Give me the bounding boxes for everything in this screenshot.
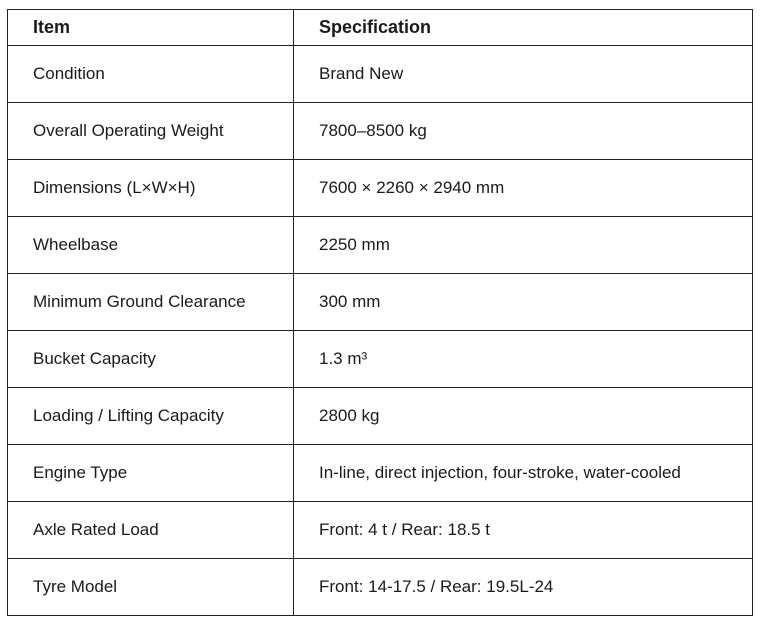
table-row [8,559,753,616]
spec-cell: In-line, direct injection, four-stroke, water-cooled [294,445,753,502]
spec-cell: 1.3 m³ [294,331,753,388]
item-cell: Wheelbase [8,217,294,274]
column-header-specification: Specification [294,10,753,46]
table-row [8,46,753,103]
table-row [8,445,753,502]
spec-cell: 2800 kg [294,388,753,445]
spec-cell: 2250 mm [294,217,753,274]
item-cell: Engine Type [8,445,294,502]
item-cell: Bucket Capacity [8,331,294,388]
spec-cell: Brand New [294,46,753,103]
spec-cell: 300 mm [294,274,753,331]
table-header [8,10,753,46]
item-cell: Axle Rated Load [8,502,294,559]
spec-cell: 7800–8500 kg [294,103,753,160]
table-row [8,331,753,388]
item-cell: Dimensions (L×W×H) [8,160,294,217]
table-row [8,217,753,274]
item-cell: Loading / Lifting Capacity [8,388,294,445]
spec-cell: Front: 4 t / Rear: 18.5 t [294,502,753,559]
table-row [8,160,753,217]
specification-table [7,9,753,616]
spec-cell: 7600 × 2260 × 2940 mm [294,160,753,217]
column-header-item: Item [8,10,294,46]
header-row [8,10,753,46]
item-cell: Overall Operating Weight [8,103,294,160]
table-row [8,274,753,331]
table-row [8,388,753,445]
table-body [8,46,753,616]
spec-cell: Front: 14-17.5 / Rear: 19.5L-24 [294,559,753,616]
table-row [8,502,753,559]
item-cell: Tyre Model [8,559,294,616]
item-cell: Minimum Ground Clearance [8,274,294,331]
item-cell: Condition [8,46,294,103]
table-row [8,103,753,160]
